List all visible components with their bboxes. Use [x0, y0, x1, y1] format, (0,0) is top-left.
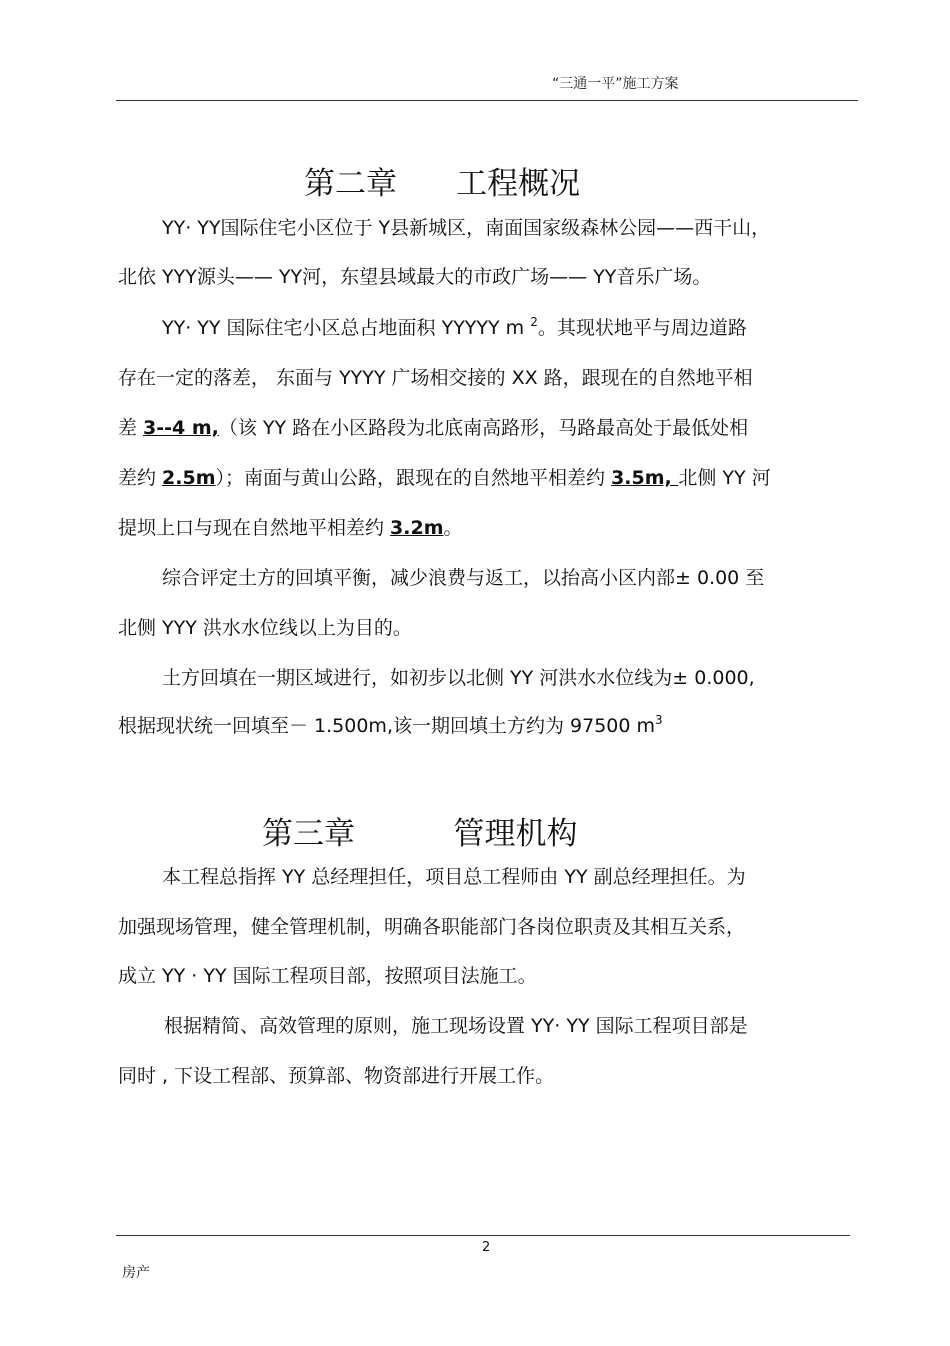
superscript: 3: [655, 713, 663, 727]
text: ）；南面与黄山公路，跟现在的自然地平相差约: [215, 467, 612, 489]
chapter2-title: 第二章 工程概况: [304, 166, 581, 202]
header-title: “三通一平”施工方案: [552, 76, 679, 92]
footer-text: 房产: [122, 1265, 150, 1281]
page-number: 2: [482, 1240, 491, 1255]
footer-divider: [116, 1235, 850, 1236]
ch2-p2-line3: [118, 415, 748, 441]
underlined-value: 3--4 m,: [143, 417, 219, 439]
ch2-p1-line2: 北依 YYY源头—— YY河，东望县域最大的市政广场—— YY音乐广场。: [118, 266, 712, 288]
ch3-p1-line3: 成立 YY · YY 国际工程项目部，按照项目法施工。: [118, 965, 537, 987]
text: 根据现状统一回填至－ 1.500m,该一期回填土方约为 97500 m: [118, 715, 656, 737]
ch3-p1-line1: 本工程总指挥 YY 总经理担任，项目总工程师由 YY 副总经理担任。为: [162, 866, 746, 888]
superscript: 2: [530, 315, 538, 329]
ch3-p1-line2: 加强现场管理，健全管理机制，明确各职能部门各岗位职责及其相互关系，: [118, 916, 746, 938]
ch3-p2-line2: 同时 , 下设工程部、预算部、物资部进行开展工作。: [118, 1065, 555, 1087]
ch2-p2-line5: [118, 515, 463, 541]
ch2-p4-line2: [118, 713, 663, 739]
text: 。: [443, 517, 463, 539]
ch2-p3-line2: 北侧 YYY 洪水水位线以上为目的。: [118, 617, 412, 639]
ch2-p4-line1: 土方回填在一期区域进行，如初步以北侧 YY 河洪水水位线为± 0.000,: [162, 667, 755, 689]
ch2-p2-line2: 存在一定的落差， 东面与 YYYY 广场相交接的 XX 路，跟现在的自然地平相: [118, 367, 753, 389]
ch2-p2-line1-text: YY· YY 国际住宅小区总占地面积 YYYYY m: [162, 317, 531, 339]
ch2-p2-line4: [118, 465, 771, 491]
header-divider: [116, 100, 858, 101]
ch2-p1-line1: YY· YY国际住宅小区位于 Y县新城区，南面国家级森林公园——西干山，: [162, 217, 771, 239]
text: 北侧 YY 河: [678, 467, 771, 489]
text: （该 YY 路在小区路段为北底南高路形，马路最高处于最低处相: [218, 417, 749, 439]
ch3-p2-line1: 根据精简、高效管理的原则，施工现场设置 YY· YY 国际工程项目部是: [164, 1015, 748, 1037]
text: 差: [118, 417, 144, 439]
text: 提坝上口与现在自然地平相差约: [118, 517, 391, 539]
text: 差约: [118, 467, 163, 489]
chapter3-title: 第三章 管理机构: [262, 816, 578, 852]
underlined-value: 2.5m: [162, 467, 216, 489]
ch2-p2-line1-rest: 。其现状地平与周边道路: [537, 317, 747, 339]
underlined-value: 3.5m,: [611, 467, 679, 489]
ch2-p3-line1: 综合评定土方的回填平衡，减少浪费与返工，以抬高小区内部± 0.00 至: [162, 567, 765, 589]
ch2-p2-line1: [162, 315, 747, 341]
underlined-value: 3.2m: [390, 517, 444, 539]
